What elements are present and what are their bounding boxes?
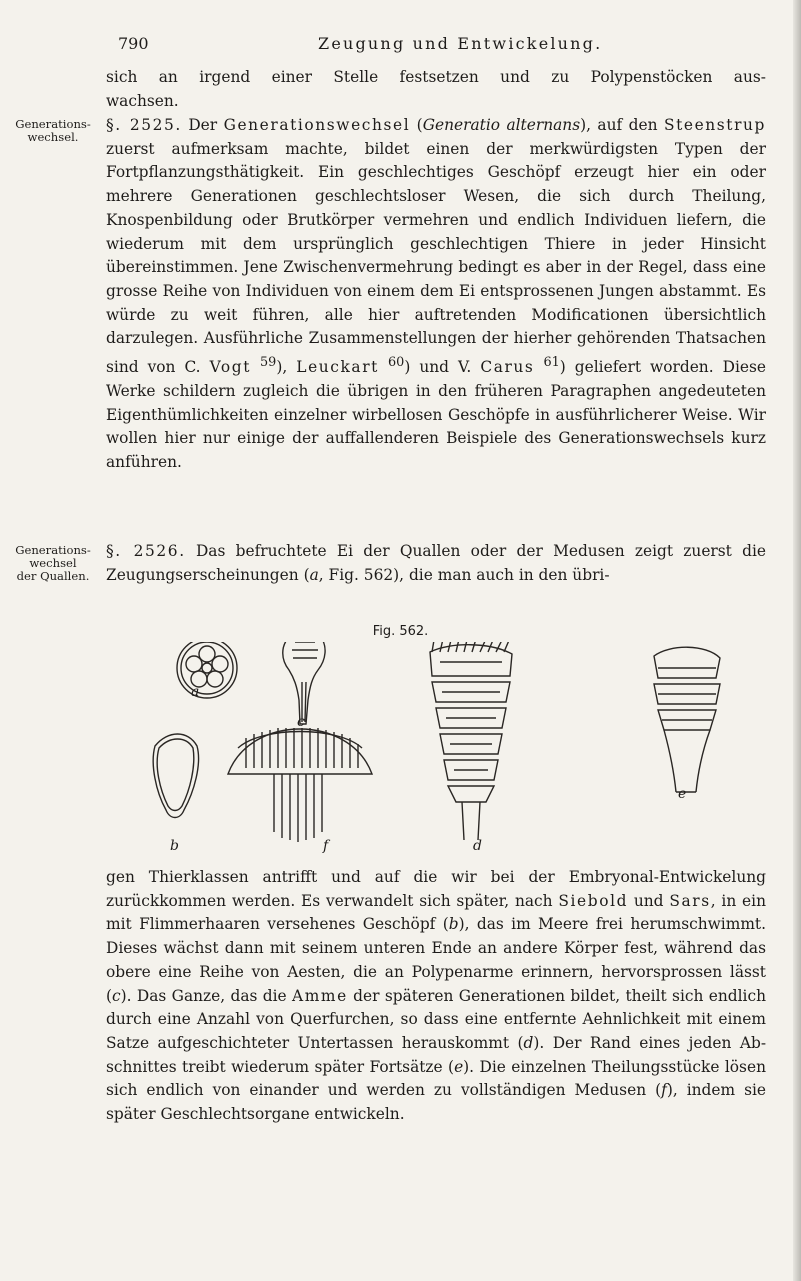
paragraph-2526-text: §. 2526. Das befruchtete Ei der Quallen oder der Medusen zeigt zuerst die Zeugungserscheinungen (a, Fig. 562), die man auch in den übri- — [106, 542, 766, 584]
figure-label-e: e — [678, 786, 687, 802]
figure-caption: Fig. 562. — [372, 624, 429, 639]
paragraph-continued-text: gen Thierklassen antrifft und auf die wir bei der Embryonal-Entwickelung zurückkommen werden. Es verwandelt sich später, nach Siebold und Sars, in ein mit Flimmerhaaren versehenes Geschöpf (b), das im Meere frei herumschwimmt. Dieses wächst dann mit seinem unteren Ende an andere Körper fest, während das obere eine Reihe von Aesten, die an Polypenarme erinnern, hervorsprossen lässt (c). Das Ganze, das die Amme der späteren Generationen bildet, theilt sich endlich durch eine Anzahl von Querfurchen, so dass eine entfernte Aehnlichkeit mit einem Satze aufgeschichteter Untertassen herauskommt (d). Der Rand eines jeden Abschnittes treibt wiederum später Fortsätze (e). Die einzelnen Theilungsstücke lösen sich endlich von einander und werden zu vollständigen Medusen (f), indem sie später Geschlechtsorgane entwickeln. — [106, 868, 767, 1124]
paragraph-2526-continued — [106, 866, 766, 1127]
page-number: 790 — [118, 34, 149, 53]
footnote-ref: 59 — [260, 355, 277, 371]
figure-label-c: c — [297, 714, 305, 730]
author-siebold: Siebold — [558, 891, 629, 910]
medusa-life-cycle-illustration — [150, 642, 790, 856]
figure-label-d: d — [473, 838, 482, 854]
page-header — [118, 34, 758, 58]
page-edge-shadow — [793, 0, 801, 1281]
paragraph-2525 — [106, 114, 766, 475]
paragraph-2525-text: §. 2525. Der Generationswechsel (Generatio alternans), auf den Steenstrup zuerst aufmerksam machte, bildet einen der merkwürdigsten Typen der Fortpflanzungsthätigkeit. Ein geschlechtiges Geschöpf erzeugt hier ein oder mehrere Generationen geschlechtsloser Wesen, die sich durch Theilung, Knospenbildung oder Brutkörper vermehren und endlich Individuen liefern, die wiederum mit dem ursprünglich geschlechtigen Thiere in jeder Hinsicht übereinstimmen. Jene Zwischenvermehrung bedingt es aber in der Regel, dass eine grosse Reihe von Individuen von einem dem Ei entsprossenen Jungen abstammt. Es würde zu weit führen, alle hier auftretenden Modificationen übersichtlich darzulegen. Ausführliche Zusammenstellungen der hierher gehörenden Thatsachen sind von C. Vogt $^{59}$), Leuckart $^{60}$) und V. Carus $^{61}$) geliefert worden. Diese Werke schildern zugleich die übrigen in den früheren Paragraphen angedeuteten Eigenthümlichkeiten einzelner wirbellosen Geschöpfe in ausführlicherer Weise. Wir wollen hier nur einige der auffallenderen Beispiele des Generationswechsels kurz anführen. — [106, 116, 766, 471]
term-generationswechsel: Generationswechsel — [223, 116, 411, 134]
drawing-c-polyp — [283, 642, 325, 724]
drawing-b-ciliated-larva — [153, 734, 198, 818]
section-number: §. 2526. — [106, 542, 186, 560]
footnote-ref: 60 — [387, 355, 405, 371]
drawing-d-strobila — [430, 642, 512, 840]
author-steenstrup: Steenstrup — [663, 116, 766, 134]
author-sars: Sars — [669, 891, 711, 910]
figure-562 — [150, 642, 790, 856]
author-vogt: Vogt — [209, 358, 251, 377]
term-generationswechsels: Generationswechsels — [558, 429, 725, 448]
footnote-ref: 61 — [543, 355, 560, 371]
drawing-a-egg — [177, 642, 237, 698]
section-number: §. 2525. — [106, 116, 182, 134]
term-amme: Amme — [292, 986, 348, 1005]
author-leuckart: Leuckart — [296, 358, 379, 377]
intro-line-1: sich an irgend einer Stelle festsetzen und zu Polypenstöcken aus- — [106, 68, 766, 86]
figure-label-b: b — [170, 838, 179, 854]
author-carus: Carus — [480, 358, 535, 377]
margin-note-quallen: Generations- wechsel der Quallen. — [15, 543, 91, 583]
figure-label-f: f — [323, 838, 329, 854]
drawing-f-medusa — [228, 728, 372, 842]
intro-line-2: wachsen. — [106, 91, 179, 110]
paragraph-2526 — [106, 540, 766, 587]
margin-note-generationswechsel: Generations- wechsel. — [15, 117, 91, 144]
running-head: Zeugung und Entwickelung. — [318, 34, 603, 53]
figure-label-a: a — [191, 684, 200, 700]
latin-term: Generatio alternans — [422, 116, 581, 134]
intro-text — [106, 66, 766, 113]
drawing-e-polyp-stack — [654, 647, 720, 792]
